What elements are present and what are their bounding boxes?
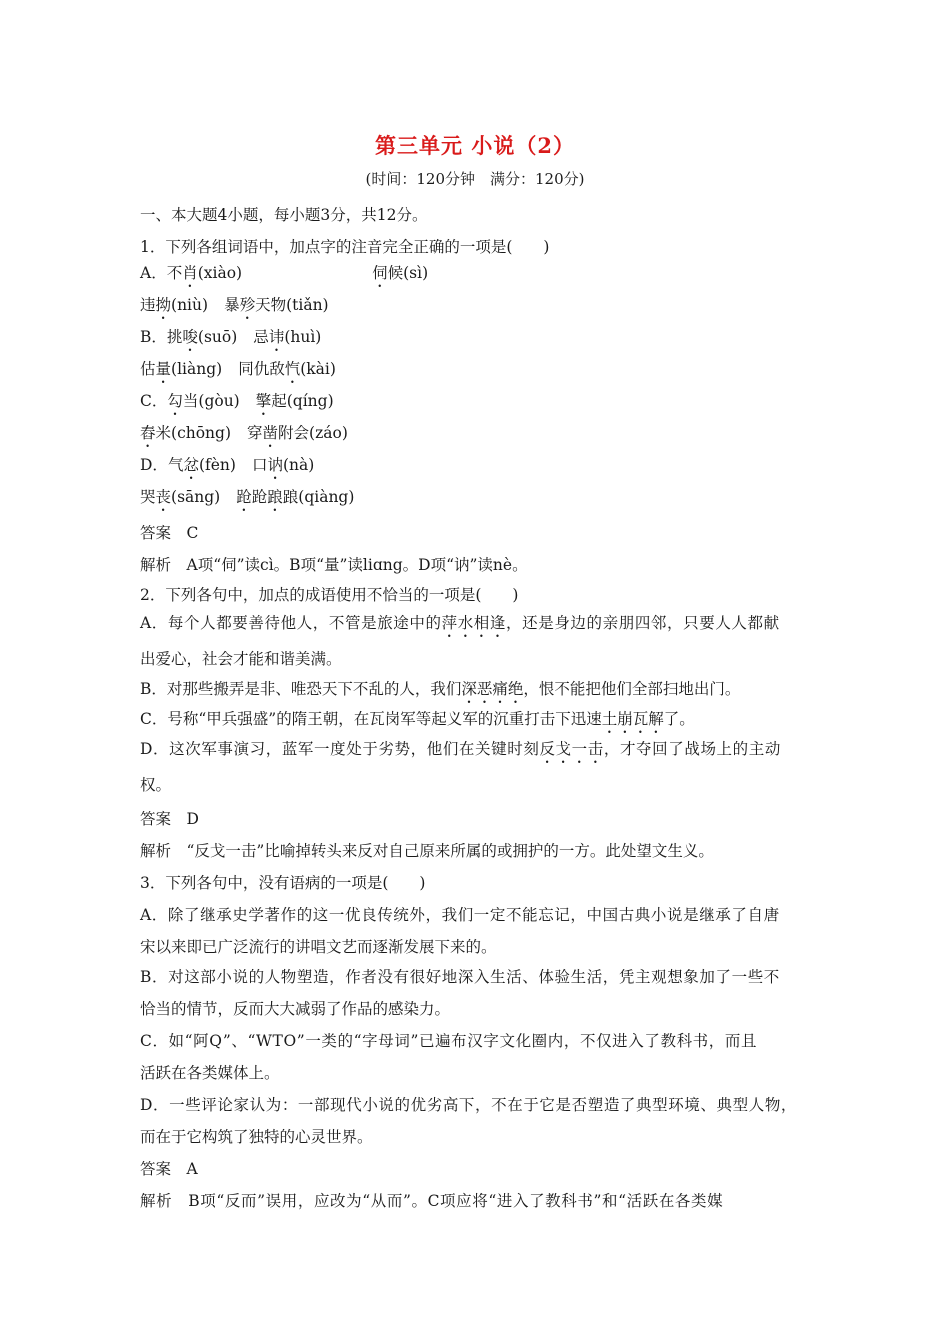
q2-option-a-line2: 出爱心，社会才能和谐美满。	[140, 650, 342, 668]
q1-stem: 1．下列各组词语中，加点字的注音完全正确的一项是( )	[140, 238, 550, 256]
q2-option-b: B．对那些搬弄是非、唯恐天下不乱的人，我们深恶痛绝，恨不能把他们全部扫地出门。	[140, 680, 741, 698]
q1-option-c-line1: C．勾当(gòu) 擎起(qíng)	[140, 392, 334, 410]
option-label: B．	[140, 328, 167, 346]
q2-option-d-line1: D．这次军事演习，蓝军一度处于劣势，他们在关键时刻反戈一击，才夺回了战场上的主动	[140, 740, 781, 758]
dotted-char: 擎	[255, 392, 272, 410]
dotted-idiom: 深恶痛绝	[461, 680, 524, 698]
q1-option-b-line2: 估量(liàng) 同仇敌忾(kài)	[140, 360, 336, 378]
option-label: A．	[140, 264, 167, 282]
q2-option-c: C．号称“甲兵强盛”的隋王朝，在瓦岗军等起义军的沉重打击下迅速土崩瓦解了。	[140, 710, 695, 728]
q3-answer: 答案 A	[140, 1160, 198, 1178]
q1-option-a-line2: 违拗(niù) 暴殄天物(tiǎn)	[140, 296, 329, 314]
dotted-char: 伺	[372, 264, 388, 282]
dotted-char: 肖	[182, 264, 198, 282]
q2-option-d-line2: 权。	[140, 776, 172, 794]
dotted-idiom: 萍水相逢	[441, 614, 507, 632]
q3-option-a-line1: A．除了继承史学著作的这一优良传统外，我们一定不能忘记，中国古典小说是继承了自唐	[140, 906, 780, 924]
q2-stem: 2．下列各句中，加点的成语使用不恰当的一项是( )	[140, 586, 519, 604]
q1-answer: 答案 C	[140, 524, 199, 542]
q3-option-a-line2: 宋以来即已广泛流行的讲唱文艺而逐渐发展下来的。	[140, 938, 497, 956]
option-label: D．	[140, 456, 168, 474]
q3-analysis: 解析 B项“反而”误用，应改为“从而”。C项应将“进入了教科书”和“活跃在各类媒	[140, 1192, 724, 1210]
section-heading: 一、本大题4小题，每小题3分，共12分。	[140, 206, 428, 224]
q2-analysis: 解析 “反戈一击”比喻掉转头来反对自己原来所属的或拥护的一方。此处望文生义。	[140, 842, 714, 860]
q1-option-d-line1: D．气忿(fèn) 口讷(nà)	[140, 456, 315, 474]
q3-option-b-line1: B．对这部小说的人物塑造，作者没有很好地深入生活、体验生活，凭主观想象加了一些不	[140, 968, 780, 986]
q3-option-c-line2: 活跃在各类媒体上。	[140, 1064, 280, 1082]
q3-option-d-line2: 而在于它构筑了独特的心灵世界。	[140, 1128, 373, 1146]
q1-option-b-line1: B．挑唆(suō) 忌讳(huì)	[140, 328, 322, 346]
dotted-idiom: 反戈一击	[539, 740, 604, 758]
page-title: 第三单元 小说（2）	[375, 133, 575, 158]
q1-option-c-line2: 舂米(chōng) 穿凿附会(záo)	[140, 424, 348, 442]
q3-option-d-line1: D．一些评论家认为：一部现代小说的优劣高下，不在于它是否塑造了典型环境、典型人物，	[140, 1096, 798, 1114]
exam-info: (时间：120分钟 满分：120分)	[365, 170, 585, 188]
dotted-char: 殄	[239, 296, 256, 314]
dotted-char: 拗	[155, 296, 172, 314]
q3-option-b-line2: 恰当的情节，反而大大减弱了作品的感染力。	[140, 1000, 451, 1018]
dotted-char: 勾	[167, 392, 183, 410]
dotted-char: 舂	[140, 424, 156, 442]
dotted-char: 丧	[155, 488, 172, 506]
q2-answer: 答案 D	[140, 810, 199, 828]
dotted-char: 忾	[284, 360, 301, 378]
q1-analysis: 解析 A项“伺”读cì。B项“量”读liɑng。D项“讷”读nè。	[140, 556, 528, 574]
dotted-idiom: 土崩瓦解	[601, 710, 664, 728]
option-label: C．	[140, 392, 168, 410]
dotted-char: 唆	[182, 328, 198, 346]
dotted-char: 踉	[267, 488, 283, 506]
q1-option-d-line2: 哭丧(sāng) 跄跄踉踉(qiàng)	[140, 488, 355, 506]
q2-option-a-line1: A．每个人都要善待他人，不管是旅途中的萍水相逢，还是身边的亲朋四邻，只要人人都献	[140, 614, 780, 632]
dotted-char: 跄	[236, 488, 252, 506]
dotted-char: 讷	[267, 456, 283, 474]
dotted-char: 量	[155, 360, 172, 378]
q3-stem: 3．下列各句中，没有语病的一项是( )	[140, 874, 426, 892]
dotted-char: 凿	[262, 424, 279, 442]
dotted-char: 忿	[183, 456, 199, 474]
q3-option-c-line1: C．如“阿Q”、“WTO”一类的“字母词”已遍布汉字文化圈内，不仅进入了教科书，而且	[140, 1032, 758, 1050]
dotted-char: 讳	[268, 328, 285, 346]
q1-option-a-line1: A．不肖(xiào) 伺候(sì)	[140, 264, 429, 282]
